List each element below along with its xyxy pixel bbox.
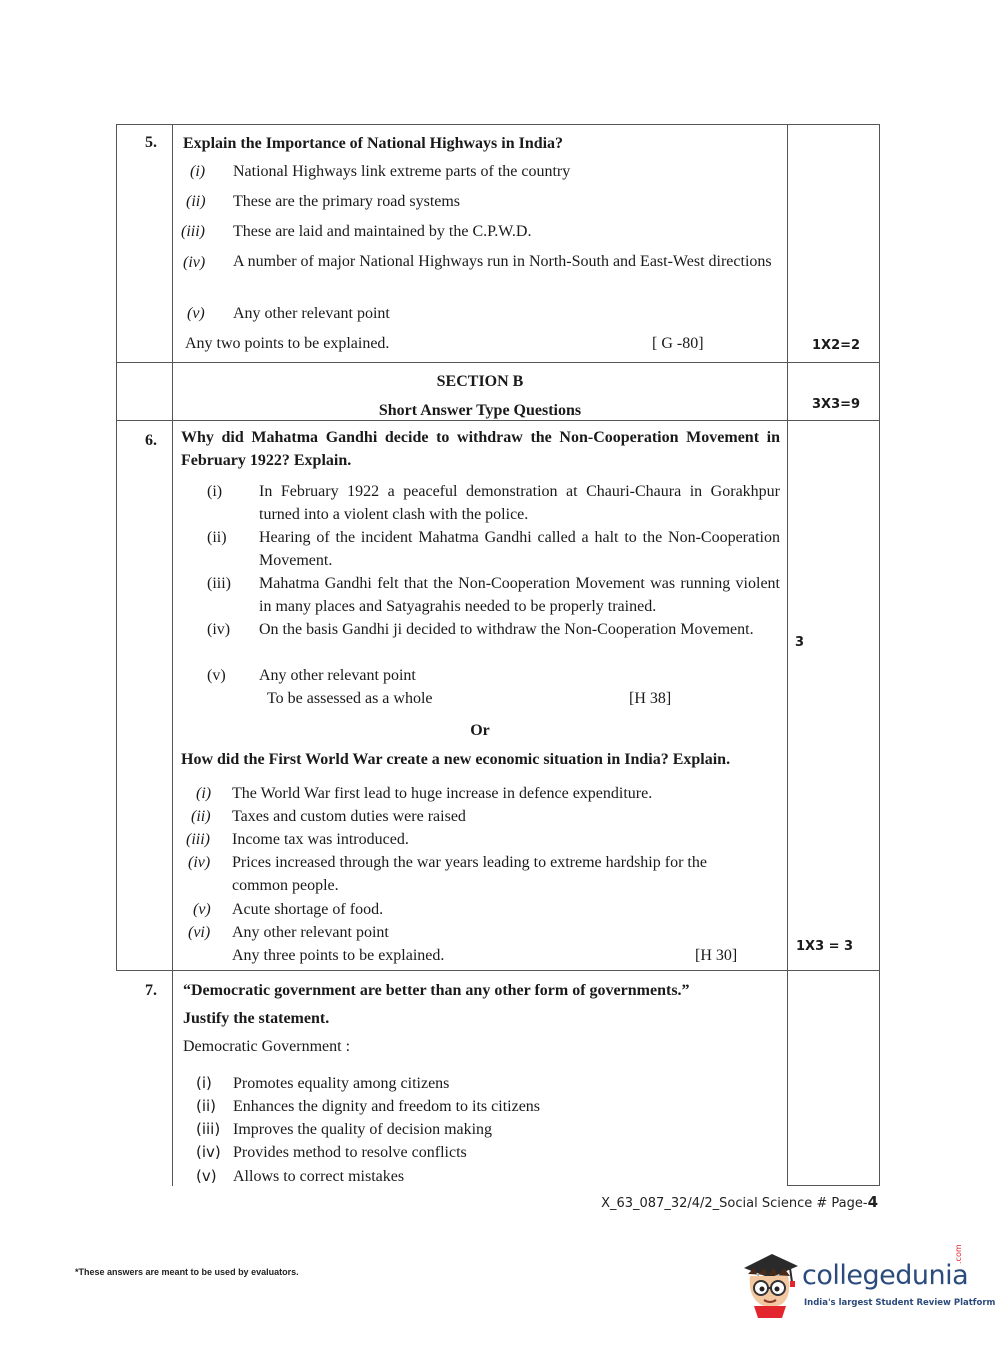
answer-footer: Any three points to be explained.: [232, 947, 445, 964]
table-border-right: [879, 124, 880, 1186]
table-border-left: [116, 124, 117, 971]
answer-footer: To be assessed as a whole: [267, 690, 433, 707]
reference: [ G -80]: [652, 335, 704, 352]
point-label: (i): [196, 785, 212, 802]
question-number: 6.: [145, 432, 157, 449]
point-label: (ii): [207, 529, 227, 546]
question-number: 5.: [145, 134, 157, 151]
or-divider: Or: [470, 722, 490, 739]
point-label: (i): [190, 163, 206, 180]
question-instruction: Justify the statement.: [183, 1010, 330, 1027]
row-divider-q6: [116, 970, 880, 971]
point-text: Enhances the dignity and freedom to its citizens: [233, 1098, 541, 1115]
answer-footer: Any two points to be explained.: [185, 335, 390, 352]
point-text: Prices increased through the war years leading to extreme hardship for the common people.: [232, 854, 707, 894]
point-text: Income tax was introduced.: [232, 831, 409, 848]
brand-domain: .com: [954, 1244, 963, 1264]
point-text: National Highways link extreme parts of the country: [233, 163, 571, 180]
point-text: Promotes equality among citizens: [233, 1075, 450, 1092]
point-label: (iii): [196, 1120, 221, 1138]
row-divider-q5: [116, 362, 880, 363]
point-text: These are laid and maintained by the C.P.W.D.: [233, 223, 532, 240]
brand-logo[interactable]: [740, 1244, 996, 1320]
point-text: Any other relevant point: [232, 924, 389, 941]
marks: 3: [795, 635, 805, 650]
answer-intro: Democratic Government :: [183, 1038, 351, 1055]
point-label: (v): [193, 901, 211, 918]
alternate-question-text: How did the First World War create a new economic situation in India? Explain.: [181, 751, 731, 768]
point-text: Allows to correct mistakes: [233, 1168, 405, 1185]
marks: 1X2=2: [812, 338, 861, 353]
point-text: Improves the quality of decision making: [233, 1121, 493, 1138]
point-text: A number of major National Highways run in North-South and East-West directions: [233, 253, 772, 270]
reference: [H 30]: [695, 947, 738, 964]
point-text: Any other relevant point: [233, 305, 390, 322]
table-border-top: [116, 124, 880, 125]
point-label: (v): [187, 305, 205, 322]
point-label: (iv): [188, 854, 211, 871]
point-text: The World War first lead to huge increase in defence expenditure.: [232, 785, 653, 802]
page-number: 4: [867, 1193, 878, 1211]
point-label: (vi): [188, 924, 211, 941]
question-text: “Democratic government are better than any other form of governments.”: [183, 982, 690, 999]
reference: [H 38]: [629, 690, 672, 707]
question-number: 7.: [145, 982, 157, 999]
point-label: (iv): [196, 1143, 221, 1161]
point-label: (ii): [196, 1097, 217, 1115]
point-label: (v): [207, 667, 226, 684]
question-text: Why did Mahatma Gandhi decide to withdraw the Non-Cooperation Movement in February 1922? Explain.: [181, 429, 780, 469]
point-text: Hearing of the incident Mahatma Gandhi called a halt to the Non-Cooperation Movement.: [259, 529, 780, 569]
section-title: SECTION B: [436, 373, 524, 390]
disclaimer: *These answers are meant to be used by evaluators.: [75, 1267, 299, 1277]
point-label: (iv): [183, 254, 206, 271]
point-label: (i): [196, 1074, 212, 1092]
page-code: X_63_087_32/4/2_Social Science # Page-: [601, 1196, 868, 1211]
point-label: (iii): [207, 575, 231, 592]
section-subtitle: Short Answer Type Questions: [378, 402, 582, 419]
point-text: These are the primary road systems: [233, 193, 461, 210]
point-label: (v): [196, 1167, 217, 1185]
question-text: Explain the Importance of National Highways in India?: [183, 135, 564, 152]
table-col-divider-2: [787, 124, 788, 1186]
brand-tagline: India's largest Student Review Platform: [804, 1298, 996, 1308]
table-border-bottom-marks: [787, 1185, 880, 1186]
point-label: (iii): [181, 223, 205, 240]
point-label: (iv): [207, 621, 231, 638]
marks: 1X3 = 3: [796, 939, 854, 954]
point-text: Taxes and custom duties were raised: [232, 808, 466, 825]
page-footer: [601, 1193, 878, 1211]
brand-name: collegedunia: [802, 1260, 969, 1291]
point-label: (i): [207, 483, 223, 500]
point-label: (ii): [186, 193, 206, 210]
point-text: Any other relevant point: [259, 667, 416, 684]
marks: 3X3=9: [812, 397, 861, 412]
point-text: On the basis Gandhi ji decided to withdraw the Non-Cooperation Movement.: [259, 621, 754, 638]
point-text: Provides method to resolve conflicts: [233, 1144, 467, 1161]
point-text: In February 1922 a peaceful demonstration at Chauri-Chaura in Gorakhpur turned into a violent clash with the police.: [259, 483, 780, 523]
point-text: Mahatma Gandhi felt that the Non-Cooperation Movement was running violent in many places and Satyagrahis needed to be properly trained.: [259, 575, 780, 615]
point-label: (iii): [186, 831, 210, 848]
table-col-divider-1: [172, 124, 173, 1186]
point-label: (ii): [191, 808, 211, 825]
mascot-icon: [740, 1248, 800, 1318]
point-text: Acute shortage of food.: [232, 901, 384, 918]
